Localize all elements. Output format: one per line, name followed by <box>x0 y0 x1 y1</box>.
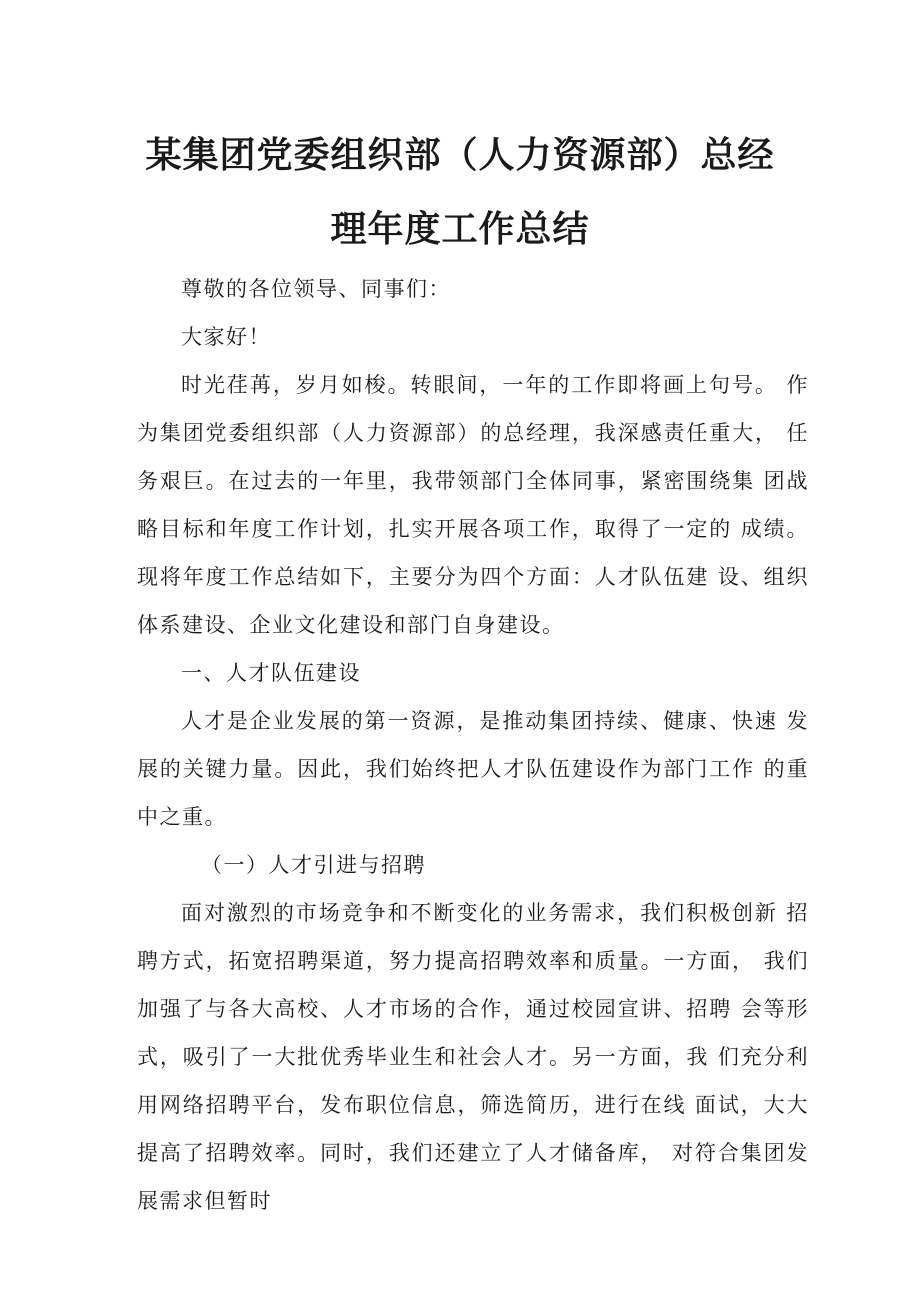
document-title-line-1: 某集团党委组织部（人力资源部）总经 <box>145 135 775 176</box>
section-1-paragraph: 人才是企业发展的第一资源，是推动集团持续、健康、快速 发展的关键力量。因此，我们始终把人才队伍建设作为部门工作 的重中之重。 <box>137 709 809 829</box>
subsection-heading-1: （一）人才引进与招聘 <box>201 853 426 877</box>
greeting: 大家好！ <box>181 325 271 349</box>
document-title-line-2: 理年度工作总结 <box>330 209 590 250</box>
intro-paragraph: 时光荏苒，岁月如梭。转眼间，一年的工作即将画上句号。 作为集团党委组织部（人力资源部）的总经理，我深感责任重大， 任务艰巨。在过去的一年里，我带领部门全体同事，紧密围绕集 团战略目标和年度工作计划，扎实开展各项工作，取得了一定的 成绩。现将年度工作总结如下，主要分为四个方面：人才队伍建 设、组织体系建设、企业文化建设和部门自身建设。 <box>137 373 809 637</box>
document-body <box>137 265 809 1225</box>
salutation: 尊敬的各位领导、同事们： <box>181 277 451 301</box>
section-heading-1: 一、人才队伍建设 <box>181 661 361 685</box>
subsection-1-paragraph: 面对激烈的市场竞争和不断变化的业务需求，我们积极创新 招聘方式，拓宽招聘渠道，努力提高招聘效率和质量。一方面， 我们加强了与各大高校、人才市场的合作，通过校园宣讲、招聘 会等形式，吸引了一大批优秀毕业生和社会人才。另一方面，我 们充分利用网络招聘平台，发布职位信息，筛选简历，进行在线 面试，大大提高了招聘效率。同时，我们还建立了人才储备库， 对符合集团发展需求但暂时 <box>137 901 809 1213</box>
